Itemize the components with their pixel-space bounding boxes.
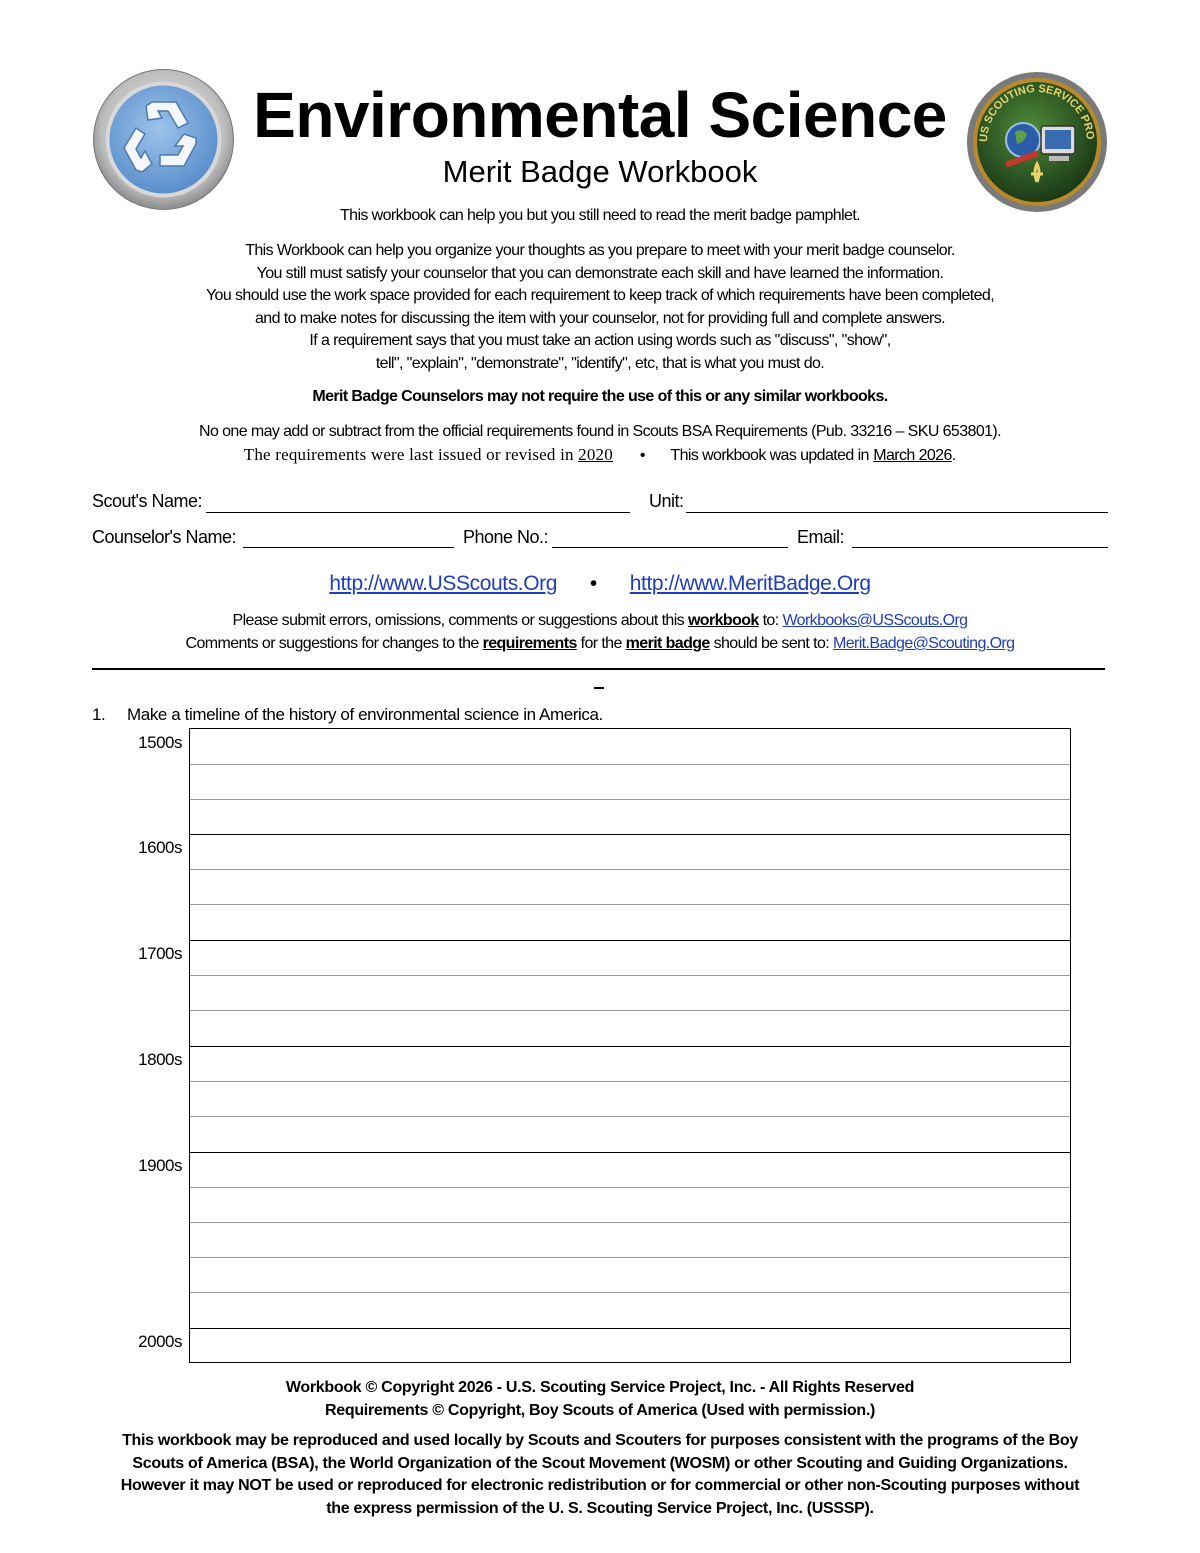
- intro-line: You should use the work space provided for each requirement to keep track of which requirements have been completed,: [205, 287, 995, 304]
- timeline-century-divider: [190, 1152, 1070, 1153]
- submit-emphasis: requirements: [482, 635, 577, 652]
- century-label: 1500s: [138, 733, 182, 752]
- intro-line: tell", "explain", "demonstrate", "identify", etc, that is what you must do.: [375, 354, 825, 372]
- workbooks-email-link[interactable]: Workbooks@USScouts.Org: [782, 612, 968, 629]
- issued-prefix: The requirements were last issued or revised in: [243, 445, 574, 464]
- century-label: 2000s: [138, 1332, 182, 1351]
- intro-line: You still must satisfy your counselor that you can demonstrate each skill and have learned the information.: [256, 264, 944, 282]
- usscouts-link[interactable]: http://www.USScouts.Org: [329, 572, 558, 595]
- phone-label: Phone No.:: [463, 527, 549, 547]
- section-divider: [92, 668, 1105, 670]
- scout-name-label: Scout's Name:: [92, 491, 202, 511]
- usage-notice: [0, 1430, 1200, 1520]
- revision-line: [0, 444, 1200, 468]
- intro-pamphlet-note: This workbook can help you but you still need to read the merit badge pamphlet.: [339, 207, 861, 224]
- divider-mark: [594, 687, 604, 689]
- unit-field[interactable]: [686, 512, 1108, 513]
- intro-line: and to make notes for discussing the item with your counselor, not for providing full and complete answers.: [255, 309, 945, 327]
- intro-line: This Workbook can help you organize your thoughts as you prepare to meet with your merit badge counselor.: [245, 242, 955, 259]
- counselor-name-label: Counselor's Name:: [92, 527, 236, 547]
- email-field[interactable]: [852, 547, 1108, 548]
- unit-label: Unit:: [649, 491, 684, 511]
- timeline-century-divider: [190, 940, 1070, 941]
- submit-text: for the: [580, 635, 622, 652]
- timeline-rule: [190, 799, 1070, 800]
- timeline-rule: [190, 869, 1070, 870]
- timeline-century-divider: [190, 1046, 1070, 1047]
- page-title: Environmental Science: [253, 79, 947, 151]
- bullet: •: [639, 447, 646, 464]
- submit-emphasis: workbook: [687, 612, 759, 629]
- usage-line: the express permission of the U. S. Scouting Service Project, Inc. (USSSP).: [326, 1499, 874, 1517]
- century-label: 1800s: [138, 1050, 182, 1069]
- requirement-text: Make a timeline of the history of environmental science in America.: [127, 705, 603, 724]
- timeline-rule: [190, 1116, 1070, 1117]
- timeline-century-divider: [190, 1328, 1070, 1329]
- usage-line: However it may NOT be used or reproduced for electronic redistribution or for commercial or other non-Scouting purposes without: [120, 1477, 1080, 1494]
- bullet: •: [589, 572, 597, 595]
- seal-text: US SCOUTING SERVICE PRO: [977, 82, 1097, 143]
- submit-requirements-note: [0, 633, 1200, 656]
- submit-text: to:: [762, 612, 779, 629]
- century-label: 1700s: [138, 944, 182, 963]
- timeline-rule: [190, 1222, 1070, 1223]
- usage-line: This workbook may be reproduced and used locally by Scouts and Scouters for purposes consistent with the programs of the Boy: [122, 1432, 1078, 1449]
- submit-text: Please submit errors, omissions, comments or suggestions about this: [232, 612, 685, 629]
- timeline-rule: [190, 1081, 1070, 1082]
- requirement-number: 1.: [92, 705, 106, 724]
- century-label: 1900s: [138, 1156, 182, 1175]
- timeline-rule: [190, 764, 1070, 765]
- usage-line: Scouts of America (BSA), the World Organization of the Scout Movement (WOSM) or other Scouting and Guiding Organizations.: [132, 1454, 1068, 1472]
- timeline-table[interactable]: [189, 728, 1071, 1363]
- timeline-rule: [190, 1257, 1070, 1258]
- timeline-rule: [190, 904, 1070, 905]
- website-links: [0, 572, 1200, 596]
- intro-line: If a requirement says that you must take an action using words such as "discuss", "show",: [309, 332, 891, 349]
- timeline-century-divider: [190, 834, 1070, 835]
- merit-badge-email-link[interactable]: Merit.Badge@Scouting.Org: [832, 635, 1015, 652]
- intro-paragraph: [0, 240, 1200, 375]
- page-subtitle: Merit Badge Workbook: [442, 154, 758, 189]
- submit-text: Comments or suggestions for changes to the: [185, 635, 479, 652]
- timeline-rule: [190, 1010, 1070, 1011]
- counselor-name-field[interactable]: [243, 547, 454, 548]
- copyright-workbook: Workbook © Copyright 2026 - U.S. Scouting Service Project, Inc. - All Rights Reserved: [285, 1379, 915, 1396]
- updated-prefix: This workbook was updated in: [670, 447, 869, 464]
- phone-field[interactable]: [552, 547, 788, 548]
- timeline-rule: [190, 1292, 1070, 1293]
- updated-date: March 2026: [873, 447, 952, 464]
- issued-year: 2020: [578, 445, 613, 464]
- submit-workbook-note: [0, 610, 1200, 633]
- meritbadge-link[interactable]: http://www.MeritBadge.Org: [629, 572, 871, 595]
- counselor-note: Merit Badge Counselors may not require the use of this or any similar workbooks.: [312, 388, 888, 405]
- scout-name-field[interactable]: [206, 512, 630, 513]
- submit-emphasis: merit badge: [625, 635, 710, 652]
- timeline-rule: [190, 975, 1070, 976]
- copyright-requirements: Requirements © Copyright, Boy Scouts of America (Used with permission.): [325, 1402, 875, 1419]
- submit-text: should be sent to:: [713, 635, 830, 652]
- century-label: 1600s: [138, 838, 182, 857]
- timeline-rule: [190, 1187, 1070, 1188]
- official-requirements-note: No one may add or subtract from the official requirements found in Scouts BSA Requirements (Pub. 33216 – SKU 653801).: [199, 423, 1001, 440]
- updated-suffix: .: [951, 447, 957, 464]
- email-label: Email:: [797, 527, 845, 547]
